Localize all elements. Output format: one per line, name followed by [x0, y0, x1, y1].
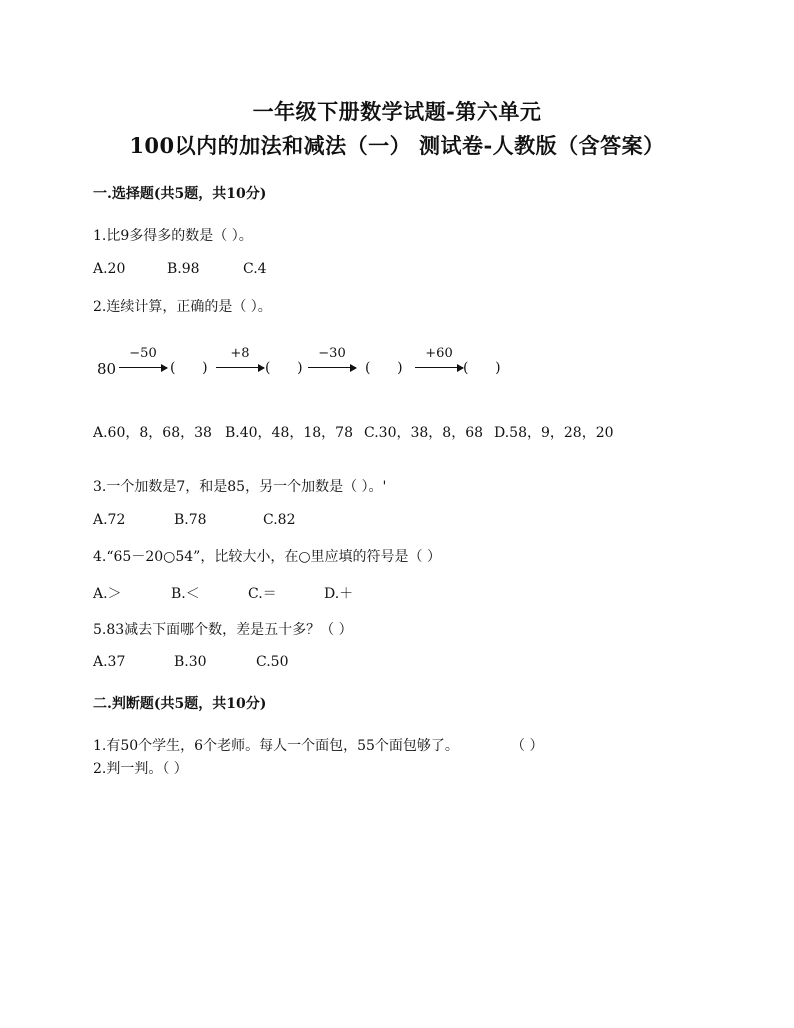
right-arrow-icon	[216, 367, 264, 368]
chain-step-4-label: +60	[425, 346, 453, 361]
right-arrow-icon	[415, 367, 463, 368]
question-4-option-c: C.＝	[248, 586, 277, 602]
question-1-option-a: A.20	[93, 261, 126, 277]
question-2-option-a: A.60，8，68，38	[93, 425, 212, 441]
question-5-option-a: A.37	[93, 654, 126, 670]
question-2-calculation-chain	[97, 346, 517, 382]
document-title-line2: 100以内的加法和减法（一） 测试卷-人教版（含答案）	[129, 133, 665, 158]
section-heading-multiple-choice: 一.选择题(共5题，共10分)	[93, 186, 267, 202]
question-4-option-d: D.＋	[324, 586, 354, 602]
question-3-option-c: C.82	[263, 512, 296, 528]
question-5-option-b: B.30	[174, 654, 207, 670]
question-2-option-d: D.58，9，28，20	[494, 425, 614, 441]
question-4-option-a: A.＞	[93, 586, 122, 602]
right-arrow-icon	[119, 367, 167, 368]
question-3-option-a: A.72	[93, 512, 126, 528]
chain-start-number: 80	[97, 360, 117, 378]
chain-blank-1: ( )	[170, 360, 208, 376]
question-2-option-c: C.30，38，8，68	[364, 425, 484, 441]
question-3-text: 3.一个加数是7，和是85，另一个加数是（ ）。'	[93, 479, 387, 495]
question-5-text: 5.83减去下面哪个数，差是五十多？（ ）	[93, 622, 353, 638]
chain-blank-2: ( )	[265, 360, 303, 376]
chain-step-3	[308, 346, 368, 382]
question-2-text: 2.连续计算，正确的是（ ）。	[93, 299, 272, 315]
chain-step-2-label: +8	[230, 346, 250, 361]
tf-question-1-text: 1.有50个学生，6个老师。每人一个面包，55个面包够了。	[93, 738, 459, 754]
chain-step-3-label: −30	[318, 346, 346, 361]
tf-question-1-answer-paren: （ ）	[511, 738, 544, 754]
question-1-option-b: B.98	[167, 261, 200, 277]
right-arrow-icon	[308, 367, 356, 368]
chain-step-1-label: −50	[129, 346, 157, 361]
question-4-option-b: B.＜	[171, 586, 200, 602]
chain-blank-3: ( )	[365, 360, 403, 376]
question-3-option-b: B.78	[174, 512, 207, 528]
question-2-option-b: B.40，48，18，78	[225, 425, 353, 441]
chain-blank-4: ( )	[463, 360, 501, 376]
document-title-line1: 一年级下册数学试题-第六单元	[252, 99, 542, 124]
question-1-option-c: C.4	[243, 261, 267, 277]
tf-question-2-text: 2.判一判。（ ）	[93, 761, 188, 777]
section-heading-true-false: 二.判断题(共5题，共10分)	[93, 696, 267, 712]
question-5-option-c: C.50	[256, 654, 289, 670]
question-1-text: 1.比9多得多的数是（ ）。	[93, 228, 253, 244]
question-4-text: 4.“65－20○54”，比较大小，在○里应填的符号是（ ）	[93, 549, 441, 565]
